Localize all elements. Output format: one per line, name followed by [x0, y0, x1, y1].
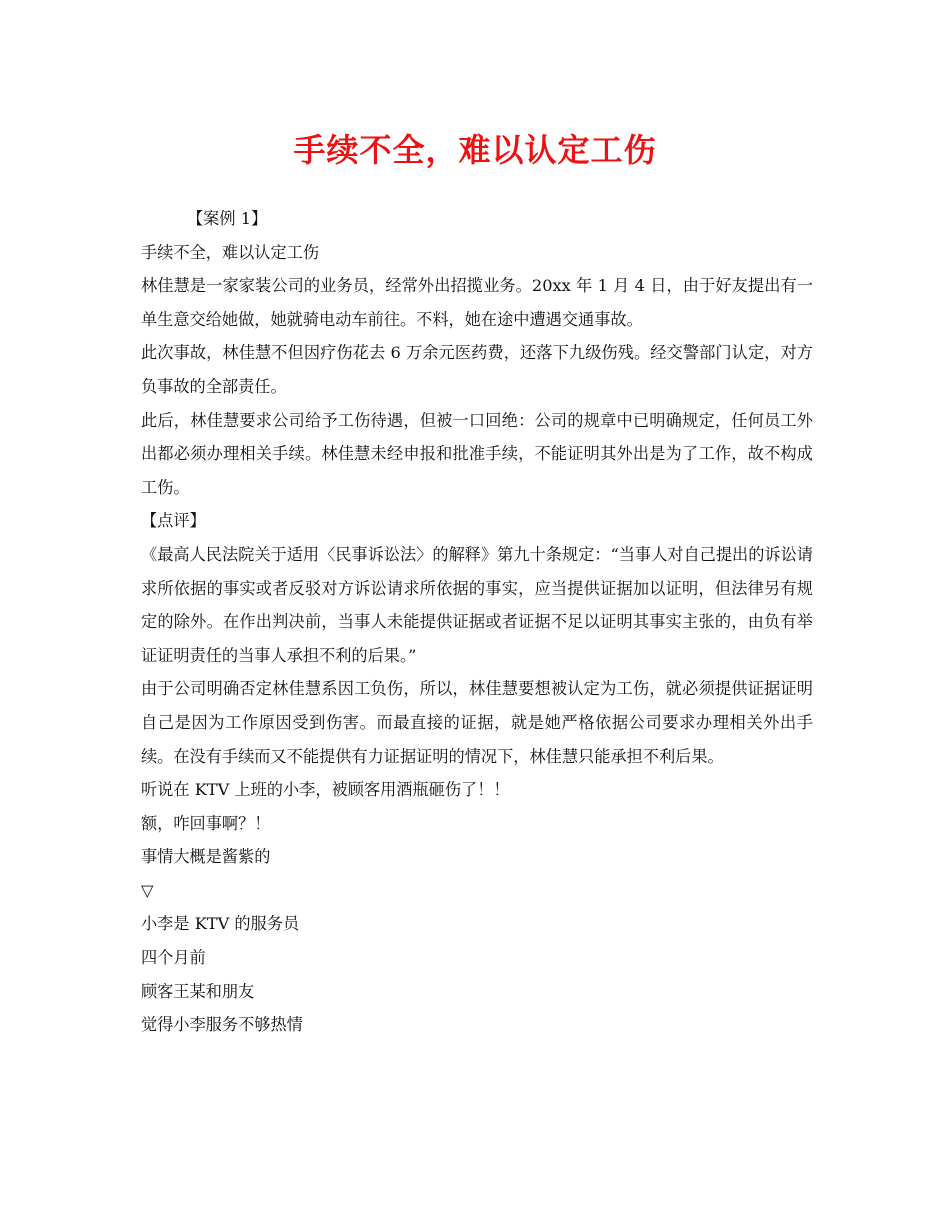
body-paragraph: 此后，林佳慧要求公司给予工伤待遇，但被一口回绝：公司的规章中已明确规定，任何员工外出都必须办理相关手续。林佳慧未经申报和批准手续，不能证明其外出是为了工作，故不构成工伤。	[141, 410, 813, 497]
case-heading: 【案例 1】	[187, 209, 268, 228]
comment-heading: 【点评】	[141, 511, 206, 531]
document-body	[141, 202, 813, 1042]
case-subtitle: 手续不全，难以认定工伤	[141, 242, 320, 262]
story-line: 事情大概是酱紫的	[141, 847, 271, 867]
story-line: 顾客王某和朋友	[141, 981, 255, 1001]
story-line: 小李是 KTV 的服务员	[141, 914, 300, 934]
document-title: 手续不全，难以认定工伤	[293, 131, 657, 169]
body-paragraph: 林佳慧是一家家装公司的业务员，经常外出招揽业务。20xx 年 1 月 4 日，由于好友提出有一单生意交给她做，她就骑电动车前往。不料，她在途中遭遇交通事故。	[141, 276, 813, 329]
body-paragraph: 《最高人民法院关于适用〈民事诉讼法〉的解释》第九十条规定：“当事人对自己提出的诉讼请求所依据的事实或者反驳对方诉讼请求所依据的事实，应当提供证据加以证明，但法律另有规定的除外。在作出判决前，当事人未能提供证据或者证据不足以证明其事实主张的，由负有举证证明责任的当事人承担不利的后果。”	[141, 544, 813, 665]
body-paragraph: 此次事故，林佳慧不但因疗伤花去 6 万余元医药费，还落下九级伤残。经交警部门认定，对方负事故的全部责任。	[141, 343, 813, 396]
body-paragraph: 由于公司明确否定林佳慧系因工负伤，所以，林佳慧要想被认定为工伤，就必须提供证据证明自己是因为工作原因受到伤害。而最直接的证据，就是她严格依据公司要求办理相关外出手续。在没有手续而又不能提供有力证据证明的情况下，林佳慧只能承担不利后果。	[141, 679, 813, 766]
story-line: 听说在 KTV 上班的小李，被顾客用酒瓶砸伤了！！	[141, 780, 510, 800]
story-line: 额，咋回事啊？！	[141, 813, 271, 833]
story-line: 四个月前	[141, 948, 206, 968]
story-line: 觉得小李服务不够热情	[141, 1015, 303, 1035]
triangle-down-icon: ▽	[141, 880, 154, 900]
